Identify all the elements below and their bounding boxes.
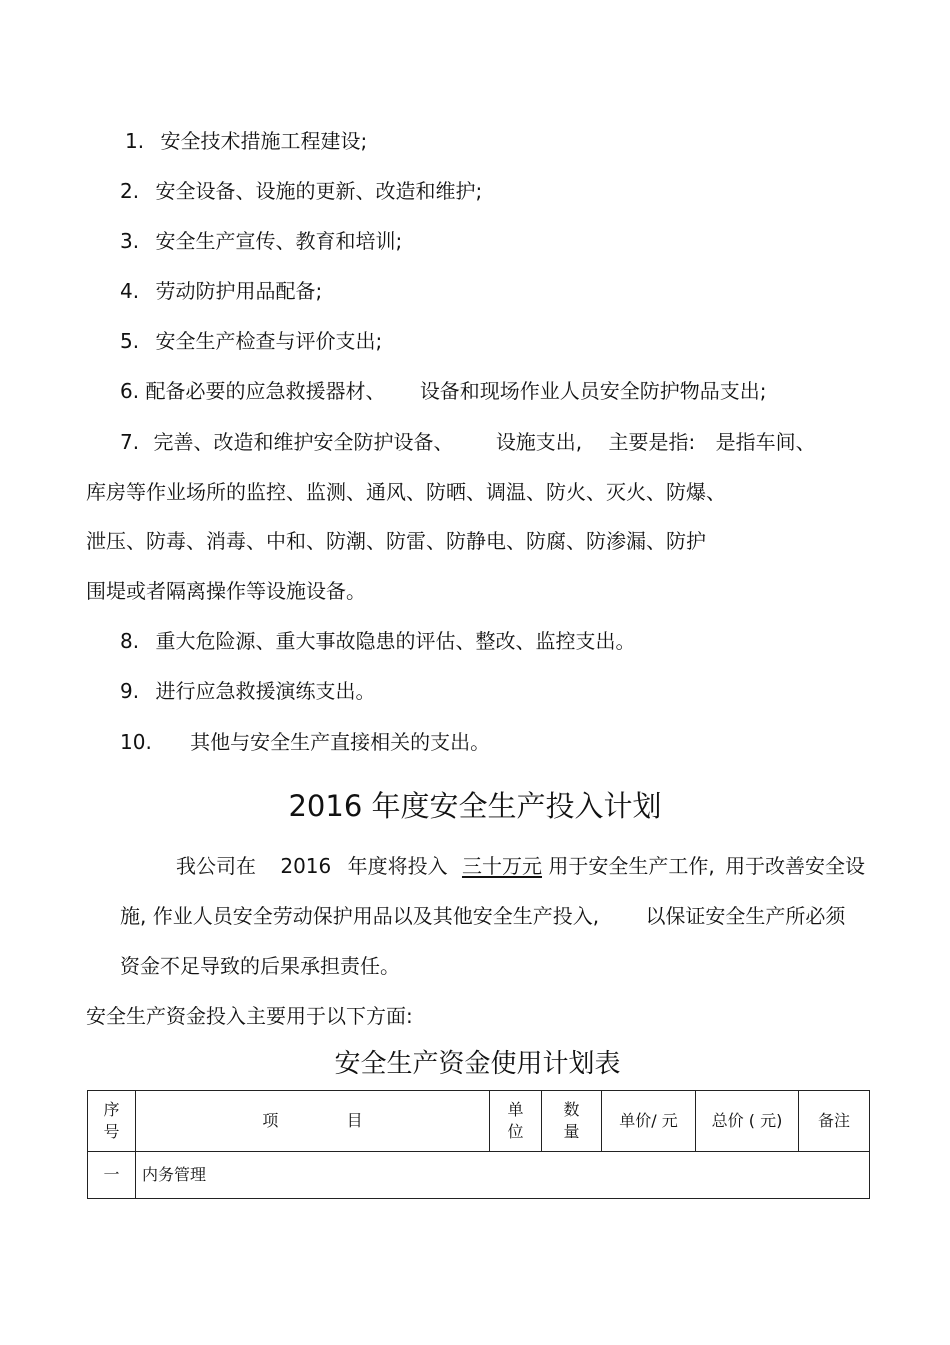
list-item-9 <box>120 679 375 703</box>
list-number: 7. <box>120 430 140 454</box>
list-text: 配备必要的应急救援器材、 <box>145 379 386 403</box>
header-unit: 单 位 <box>490 1091 542 1152</box>
list-text: 安全生产宣传、教育和培训; <box>155 229 403 253</box>
paragraph-line-2: 施, 作业人员安全劳动保护用品以及其他安全生产投入, 以保证安全生产所必须 <box>120 904 846 928</box>
list-text: 设施支出, <box>495 430 583 454</box>
list-number: 6. <box>120 379 140 403</box>
list-item-8 <box>120 629 635 653</box>
list-number: 2. <box>120 179 140 203</box>
list-item-6 <box>120 379 767 403</box>
list-text: 进行应急救援演练支出。 <box>155 679 376 703</box>
list-text: 安全技术措施工程建设; <box>160 129 368 153</box>
list-item-7-continuation-3: 围堤或者隔离操作等设施设备。 <box>86 579 366 603</box>
paragraph-line-3: 资金不足导致的后果承担责任。 <box>120 954 400 978</box>
list-item-7 <box>120 430 816 454</box>
list-item-2 <box>120 179 482 203</box>
cell-seq: 一 <box>88 1152 136 1199</box>
table-row <box>88 1152 870 1199</box>
list-text: 主要是指: <box>608 430 696 454</box>
cell-item: 内务管理 <box>136 1152 870 1199</box>
list-number: 4. <box>120 279 140 303</box>
list-item-3 <box>120 229 402 253</box>
list-item-1 <box>125 129 367 153</box>
list-text: 设备和现场作业人员安全防护物品支出; <box>419 379 767 403</box>
list-text: 安全生产检查与评价支出; <box>155 329 383 353</box>
header-item: 项 目 <box>136 1091 490 1152</box>
list-number: 10. <box>120 730 152 754</box>
list-item-7-continuation-1: 库房等作业场所的监控、监测、通风、防晒、调温、防火、灭火、防爆、 <box>86 480 726 504</box>
list-text: 是指车间、 <box>715 430 816 454</box>
list-number: 3. <box>120 229 140 253</box>
funding-plan-table <box>87 1090 870 1199</box>
list-number: 9. <box>120 679 140 703</box>
header-unit-price: 单价/ 元 <box>602 1091 696 1152</box>
list-text: 其他与安全生产直接相关的支出。 <box>190 730 491 754</box>
list-text: 安全设备、设施的更新、改造和维护; <box>155 179 483 203</box>
header-note: 备注 <box>799 1091 870 1152</box>
header-total-price: 总价 ( 元) <box>696 1091 799 1152</box>
paragraph-line-1: 我公司在 2016 年度将投入 三十万元 用于安全生产工作, 用于改善安全设 <box>176 854 866 878</box>
table-title: 安全生产资金使用计划表 <box>334 1049 621 1079</box>
header-quantity: 数 量 <box>542 1091 602 1152</box>
list-item-5 <box>120 329 382 353</box>
header-seq: 序 号 <box>88 1091 136 1152</box>
list-text: 劳动防护用品配备; <box>155 279 323 303</box>
investment-amount: 三十万元 <box>461 854 542 878</box>
list-item-7-continuation-2: 泄压、防毒、消毒、中和、防潮、防雷、防静电、防腐、防渗漏、防护 <box>86 529 706 553</box>
table-header-row <box>88 1091 870 1152</box>
list-number: 5. <box>120 329 140 353</box>
list-text: 完善、改造和维护安全防护设备、 <box>153 430 454 454</box>
list-number: 1. <box>125 129 145 153</box>
list-item-4 <box>120 279 322 303</box>
page-title: 2016 年度安全生产投入计划 <box>288 789 662 823</box>
intro-text: 安全生产资金投入主要用于以下方面: <box>86 1004 413 1028</box>
list-text: 重大危险源、重大事故隐患的评估、整改、监控支出。 <box>155 629 636 653</box>
list-item-10 <box>120 730 490 754</box>
list-number: 8. <box>120 629 140 653</box>
